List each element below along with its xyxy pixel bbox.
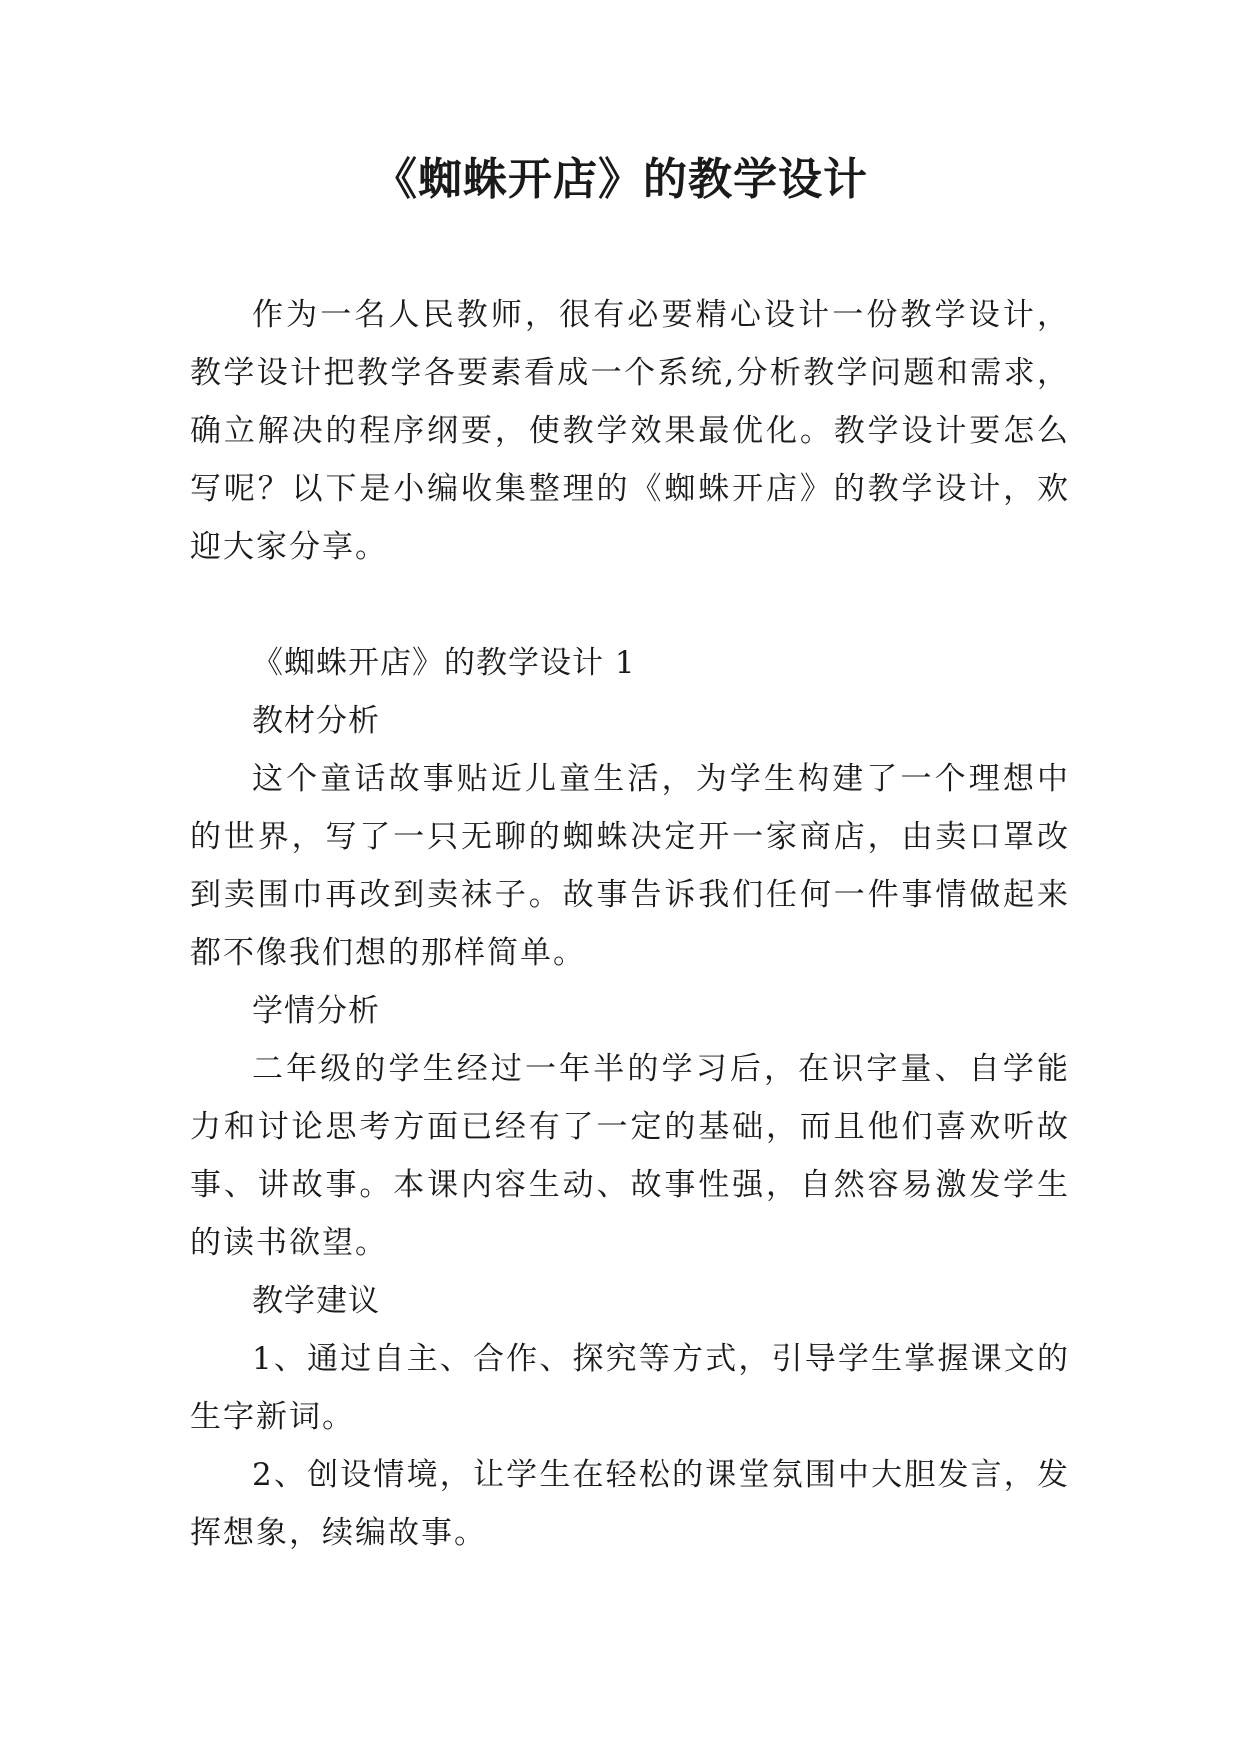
material-paragraph: 这个童话故事贴近儿童生活，为学生构建了一个理想中的世界，写了一只无聊的蜘蛛决定开一家商店，由卖口罩改到卖围巾再改到卖袜子。故事告诉我们任何一件事情做起来都不像我们想的那样简单。	[190, 761, 1070, 971]
suggestion-item-1: 1、通过自主、合作、探究等方式，引导学生掌握课文的生字新词。	[190, 1341, 1070, 1435]
suggestion-item-2: 2、创设情境，让学生在轻松的课堂氛围中大胆发言，发挥想象，续编故事。	[190, 1457, 1070, 1551]
section-title: 《蜘蛛开店》的教学设计 1	[252, 645, 636, 681]
material-heading: 教材分析	[252, 703, 380, 739]
intro-paragraph: 作为一名人民教师，很有必要精心设计一份教学设计，教学设计把教学各要素看成一个系统,分析教学问题和需求，确立解决的程序纲要，使教学效果最优化。教学设计要怎么写呢？以下是小编收集整理的《蜘蛛开店》的教学设计，欢迎大家分享。	[190, 297, 1070, 565]
student-heading: 学情分析	[252, 993, 380, 1029]
paragraph-gap	[190, 576, 1070, 634]
document-title: 《蜘蛛开店》的教学设计	[373, 154, 868, 205]
suggestion-heading: 教学建议	[252, 1283, 380, 1319]
document-body	[190, 286, 1070, 1562]
student-paragraph: 二年级的学生经过一年半的学习后，在识字量、自学能力和讨论思考方面已经有了一定的基础，而且他们喜欢听故事、讲故事。本课内容生动、故事性强，自然容易激发学生的读书欲望。	[190, 1051, 1070, 1261]
